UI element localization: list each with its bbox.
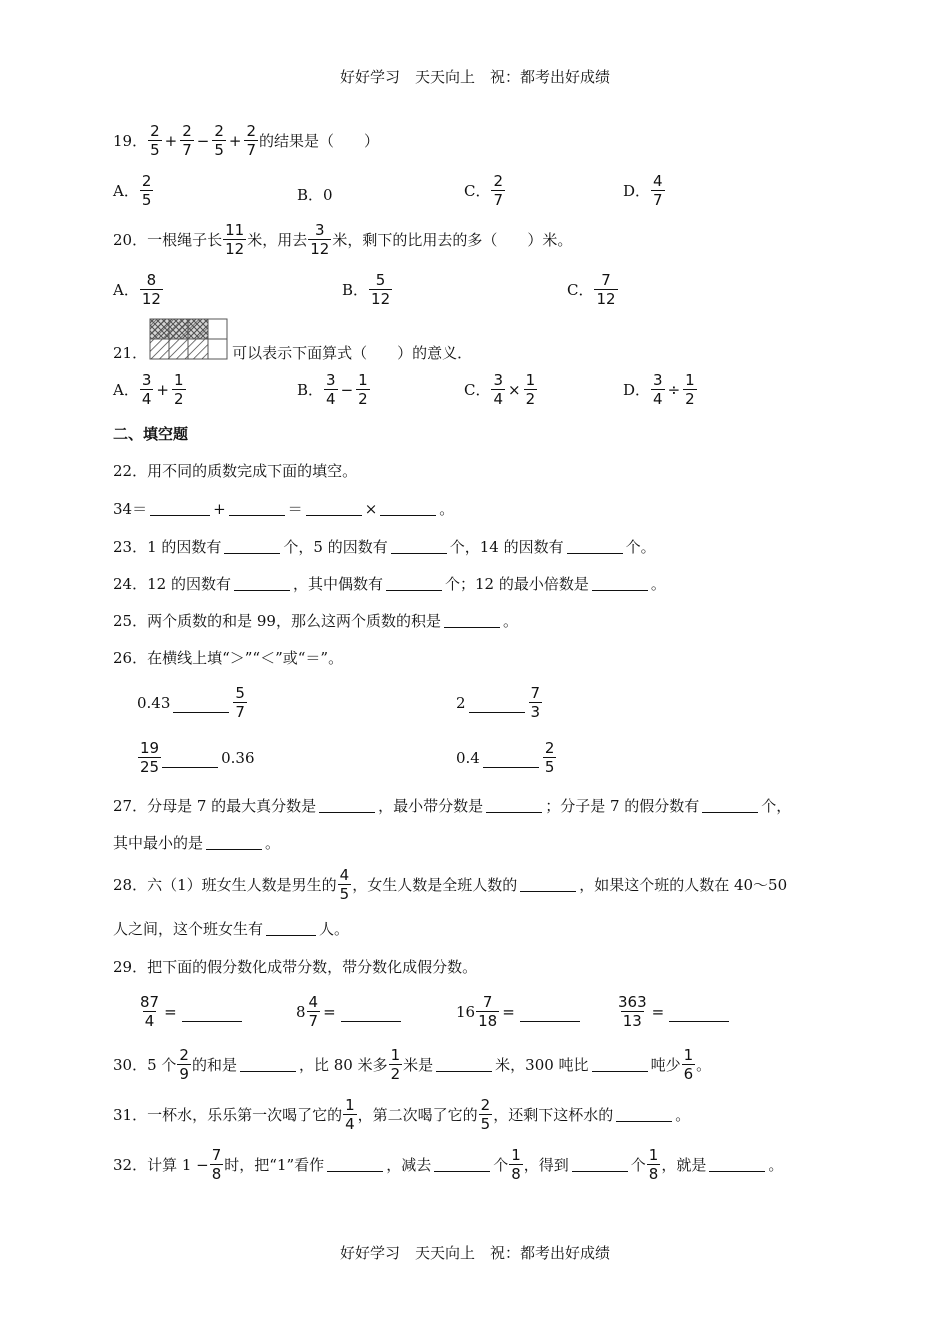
option-label: B．0 — [297, 186, 333, 204]
answer-blank[interactable] — [483, 753, 539, 768]
answer-blank[interactable] — [327, 1157, 383, 1172]
q30-text-5: 米，300 吨比 — [495, 1056, 589, 1074]
answer-blank[interactable] — [240, 1057, 296, 1072]
q31-frac-2: $\frac{2}{5}$ — [480, 1096, 491, 1133]
question-21 — [113, 314, 472, 363]
option-label: C． — [464, 381, 491, 399]
answer-blank[interactable] — [469, 698, 525, 713]
q32-text-4: 个 — [493, 1156, 509, 1174]
q29-item-3 — [456, 993, 583, 1030]
item-frac: $\frac{19}{25}$ — [140, 739, 160, 776]
q19-option-a[interactable] — [113, 172, 154, 209]
q30-frac-3: $\frac{1}{6}$ — [683, 1046, 694, 1083]
option-op: × — [508, 380, 521, 399]
q31-text-1: 31．一杯水，乐乐第一次喝了它的 — [113, 1106, 343, 1124]
option-label: D． — [623, 182, 651, 200]
q19-op-1: + — [164, 131, 178, 150]
item-whole: 16 — [456, 1002, 476, 1021]
item-frac: $\frac{5}{7}$ — [235, 684, 245, 721]
q30-frac-1: $\frac{2}{9}$ — [179, 1046, 189, 1083]
item-frac: $\frac{87}{4}$ — [140, 993, 160, 1030]
option-label: D． — [623, 381, 651, 399]
option-frac: $\frac{2}{7}$ — [493, 172, 504, 209]
q19-op-2: − — [196, 131, 210, 150]
q32-text-3: ，减去 — [386, 1156, 432, 1174]
q22-end: 。 — [439, 500, 455, 518]
equals-sign: = — [502, 1002, 515, 1021]
q30-text-6: 吨少 — [650, 1056, 681, 1074]
q23-text-3: 个，14 的因数有 — [449, 538, 564, 556]
q31-text-4: 。 — [675, 1106, 691, 1124]
equals-sign: = — [651, 1002, 665, 1021]
page-footer: 好好学习 天天向上 祝：都考出好成绩 — [339, 1244, 610, 1262]
q28-text-4: 人之间，这个班女生有 — [113, 920, 264, 938]
q23-text-1: 23．1 的因数有 — [113, 538, 222, 556]
q24-text-2: ，其中偶数有 — [292, 575, 383, 593]
q26-item-b — [456, 684, 543, 721]
q32-text-8: 。 — [768, 1156, 784, 1174]
question-30 — [113, 1046, 711, 1083]
q27-text-2: ，最小带分数是 — [378, 797, 484, 815]
q28-frac: $\frac{4}{5}$ — [339, 866, 350, 903]
q23-text-4: 个。 — [625, 538, 656, 556]
q20-text-1: 一根绳子长 — [147, 231, 223, 249]
item-frac: $\frac{4}{7}$ — [308, 993, 319, 1030]
q27-text-6: 。 — [265, 834, 281, 852]
option-frac: $\frac{8}{12}$ — [141, 271, 161, 308]
q30-text-3: ，比 80 米多 — [298, 1056, 388, 1074]
question-25 — [113, 610, 518, 631]
q20-text-2: 米，用去 — [247, 231, 308, 249]
option-frac: $\frac{2}{5}$ — [141, 172, 152, 209]
q27-text-5: 其中最小的是 — [113, 834, 204, 852]
page-header: 好好学习 天天向上 祝：都考出好成绩 — [339, 68, 610, 86]
q19-number: 19． — [113, 132, 148, 150]
q26-item-d — [456, 739, 557, 776]
q31-text-2: ，第二次喝了它的 — [357, 1106, 478, 1124]
item-left: 0.4 — [456, 748, 480, 767]
question-26: 26．在横线上填“＞”“＜”或“＝”。 — [113, 649, 344, 667]
answer-blank[interactable] — [162, 753, 218, 768]
section-title: 二、填空题 — [113, 425, 189, 443]
q19-option-d[interactable] — [623, 172, 666, 209]
option-frac: $\frac{5}{12}$ — [371, 271, 391, 308]
q19-frac-4: $\frac{2}{7}$ — [246, 122, 257, 159]
q32-text-1: 32．计算 1 − — [113, 1156, 209, 1174]
answer-blank[interactable] — [391, 539, 447, 554]
question-27-line-1 — [113, 795, 791, 816]
question-29: 29．把下面的假分数化成带分数，带分数化成假分数。 — [113, 958, 478, 976]
q32-frac-1: $\frac{7}{8}$ — [211, 1146, 222, 1183]
q23-text-2: 个，5 的因数有 — [283, 538, 388, 556]
q24-text-1: 24．12 的因数有 — [113, 575, 231, 593]
item-frac: $\frac{7}{3}$ — [530, 684, 541, 721]
answer-blank[interactable] — [436, 1057, 492, 1072]
answer-blank[interactable] — [444, 613, 500, 628]
answer-blank[interactable] — [182, 1007, 242, 1022]
question-24 — [113, 573, 666, 594]
q30-text-2: 的和是 — [191, 1056, 237, 1074]
q32-text-7: ，就是 — [661, 1156, 707, 1174]
option-frac-a: $\frac{3}{4}$ — [653, 371, 663, 408]
option-label: C． — [464, 182, 491, 200]
q30-text-1: 30．5 个 — [113, 1056, 177, 1074]
q28-text-5: 人。 — [319, 920, 350, 938]
answer-blank[interactable] — [341, 1007, 401, 1022]
option-op: + — [156, 380, 169, 399]
answer-blank[interactable] — [319, 798, 375, 813]
q29-item-1 — [137, 993, 245, 1030]
q27-text-4: 个， — [761, 797, 792, 815]
q31-frac-1: $\frac{1}{4}$ — [345, 1096, 355, 1133]
q19-option-c[interactable] — [464, 172, 506, 209]
item-left: 0.43 — [137, 693, 171, 712]
q26-item-c — [137, 739, 255, 776]
option-op: − — [340, 380, 354, 399]
answer-blank[interactable] — [520, 1007, 580, 1022]
answer-blank[interactable] — [702, 798, 758, 813]
equals-sign: = — [164, 1002, 177, 1021]
option-label: A． — [113, 281, 139, 299]
q28-text-1: 28．六（1）班女生人数是男生的 — [113, 876, 337, 894]
answer-blank[interactable] — [306, 501, 362, 516]
answer-blank[interactable] — [434, 1157, 490, 1172]
answer-blank[interactable] — [616, 1107, 672, 1122]
item-right: 0.36 — [221, 748, 255, 767]
q32-text-6: 个 — [630, 1156, 646, 1174]
option-label: B． — [297, 381, 324, 399]
q24-text-4: 。 — [650, 575, 666, 593]
option-frac-a: $\frac{3}{4}$ — [493, 371, 504, 408]
q21-option-c[interactable] — [464, 371, 538, 408]
q19-frac-3: $\frac{2}{5}$ — [214, 122, 224, 159]
option-frac: $\frac{4}{7}$ — [653, 172, 663, 209]
question-32 — [113, 1146, 783, 1183]
q21-text: 可以表示下面算式（ ）的意义． — [232, 344, 473, 362]
q24-text-3: 个；12 的最小倍数是 — [444, 575, 589, 593]
answer-blank[interactable] — [486, 798, 542, 813]
answer-blank[interactable] — [567, 539, 623, 554]
q20-frac-2: $\frac{3}{12}$ — [310, 221, 330, 258]
q21-option-d[interactable] — [623, 371, 698, 408]
q20-frac-1: $\frac{11}{12}$ — [225, 221, 245, 258]
question-31 — [113, 1096, 690, 1133]
q32-text-2: 时，把“1”看作 — [224, 1156, 325, 1174]
q32-frac-2: $\frac{1}{8}$ — [511, 1146, 521, 1183]
answer-blank[interactable] — [266, 921, 316, 936]
answer-blank[interactable] — [173, 698, 229, 713]
option-label: A． — [113, 381, 139, 399]
answer-blank[interactable] — [572, 1157, 628, 1172]
option-label: A． — [113, 182, 139, 200]
answer-blank[interactable] — [224, 539, 280, 554]
item-left: 2 — [456, 693, 466, 712]
answer-blank[interactable] — [669, 1007, 729, 1022]
q19-frac-2: $\frac{2}{7}$ — [182, 122, 192, 159]
answer-blank[interactable] — [380, 501, 436, 516]
q19-op-3: + — [228, 131, 242, 150]
q20-text-3: 米，剩下的比用去的多（ ）米。 — [332, 231, 573, 249]
q20-option-c[interactable] — [567, 271, 619, 308]
answer-blank[interactable] — [386, 576, 442, 591]
question-19 — [113, 122, 379, 159]
answer-blank[interactable] — [592, 576, 648, 591]
item-whole: 8 — [296, 1002, 306, 1021]
question-23 — [113, 536, 656, 557]
item-frac: $\frac{2}{5}$ — [544, 739, 555, 776]
option-frac-b: $\frac{1}{2}$ — [525, 371, 536, 408]
item-frac: $\frac{363}{13}$ — [618, 993, 647, 1030]
option-frac-b: $\frac{1}{2}$ — [685, 371, 695, 408]
q26-item-a — [137, 684, 248, 721]
q19-option-b[interactable] — [297, 184, 333, 205]
question-28-line-1 — [113, 866, 787, 903]
answer-blank[interactable] — [150, 501, 210, 516]
q22-eq: ＝ — [287, 500, 303, 518]
question-27-line-2 — [113, 832, 280, 853]
q22-line — [113, 498, 454, 519]
answer-blank[interactable] — [229, 501, 285, 516]
answer-blank[interactable] — [206, 835, 262, 850]
equals-sign: = — [323, 1002, 336, 1021]
option-label: B． — [342, 281, 369, 299]
q20-option-b[interactable] — [342, 271, 393, 308]
item-frac: $\frac{7}{18}$ — [478, 993, 498, 1030]
q25-text-2: 。 — [502, 612, 518, 630]
q29-item-2 — [296, 993, 404, 1030]
q32-frac-3: $\frac{1}{8}$ — [648, 1146, 659, 1183]
option-frac-b: $\frac{1}{2}$ — [358, 371, 368, 408]
q27-text-3: ；分子是 7 的假分数有 — [545, 797, 700, 815]
q22-plus: + — [213, 499, 226, 518]
q21-option-a[interactable] — [113, 371, 187, 408]
answer-blank[interactable] — [234, 576, 290, 591]
q28-text-2: ，女生人数是全班人数的 — [352, 876, 518, 894]
q19-text: 的结果是（ ） — [259, 132, 380, 150]
option-frac-b: $\frac{1}{2}$ — [173, 371, 184, 408]
q30-text-7: 。 — [696, 1056, 712, 1074]
question-28-line-2 — [113, 918, 349, 939]
q32-text-5: ，得到 — [523, 1156, 569, 1174]
q29-item-4 — [615, 993, 732, 1030]
q22-prefix: 34＝ — [113, 500, 148, 518]
question-22: 22．用不同的质数完成下面的填空。 — [113, 462, 358, 480]
answer-blank[interactable] — [709, 1157, 765, 1172]
q27-text-1: 27．分母是 7 的最大真分数是 — [113, 797, 317, 815]
option-op: ÷ — [667, 380, 681, 399]
option-label: C． — [567, 281, 594, 299]
q25-text-1: 25．两个质数的和是 99，那么这两个质数的积是 — [113, 612, 441, 630]
option-frac-a: $\frac{3}{4}$ — [141, 371, 152, 408]
q22-times: × — [364, 499, 378, 518]
option-frac-a: $\frac{3}{4}$ — [326, 371, 336, 408]
q30-text-4: 米是 — [403, 1056, 434, 1074]
q19-frac-1: $\frac{2}{5}$ — [150, 122, 160, 159]
q21-number: 21． — [113, 344, 148, 362]
answer-blank[interactable] — [520, 877, 576, 892]
option-frac: $\frac{7}{12}$ — [596, 271, 616, 308]
q20-option-a[interactable] — [113, 271, 164, 308]
question-20 — [113, 221, 572, 258]
answer-blank[interactable] — [592, 1057, 648, 1072]
q31-text-3: ，还剩下这杯水的 — [493, 1106, 614, 1124]
q28-text-3: ，如果这个班的人数在 40～50 — [579, 876, 788, 894]
fraction-diagram — [149, 318, 229, 360]
q20-number: 20． — [113, 231, 148, 249]
q30-frac-2: $\frac{1}{2}$ — [390, 1046, 401, 1083]
q21-option-b[interactable] — [297, 371, 371, 408]
